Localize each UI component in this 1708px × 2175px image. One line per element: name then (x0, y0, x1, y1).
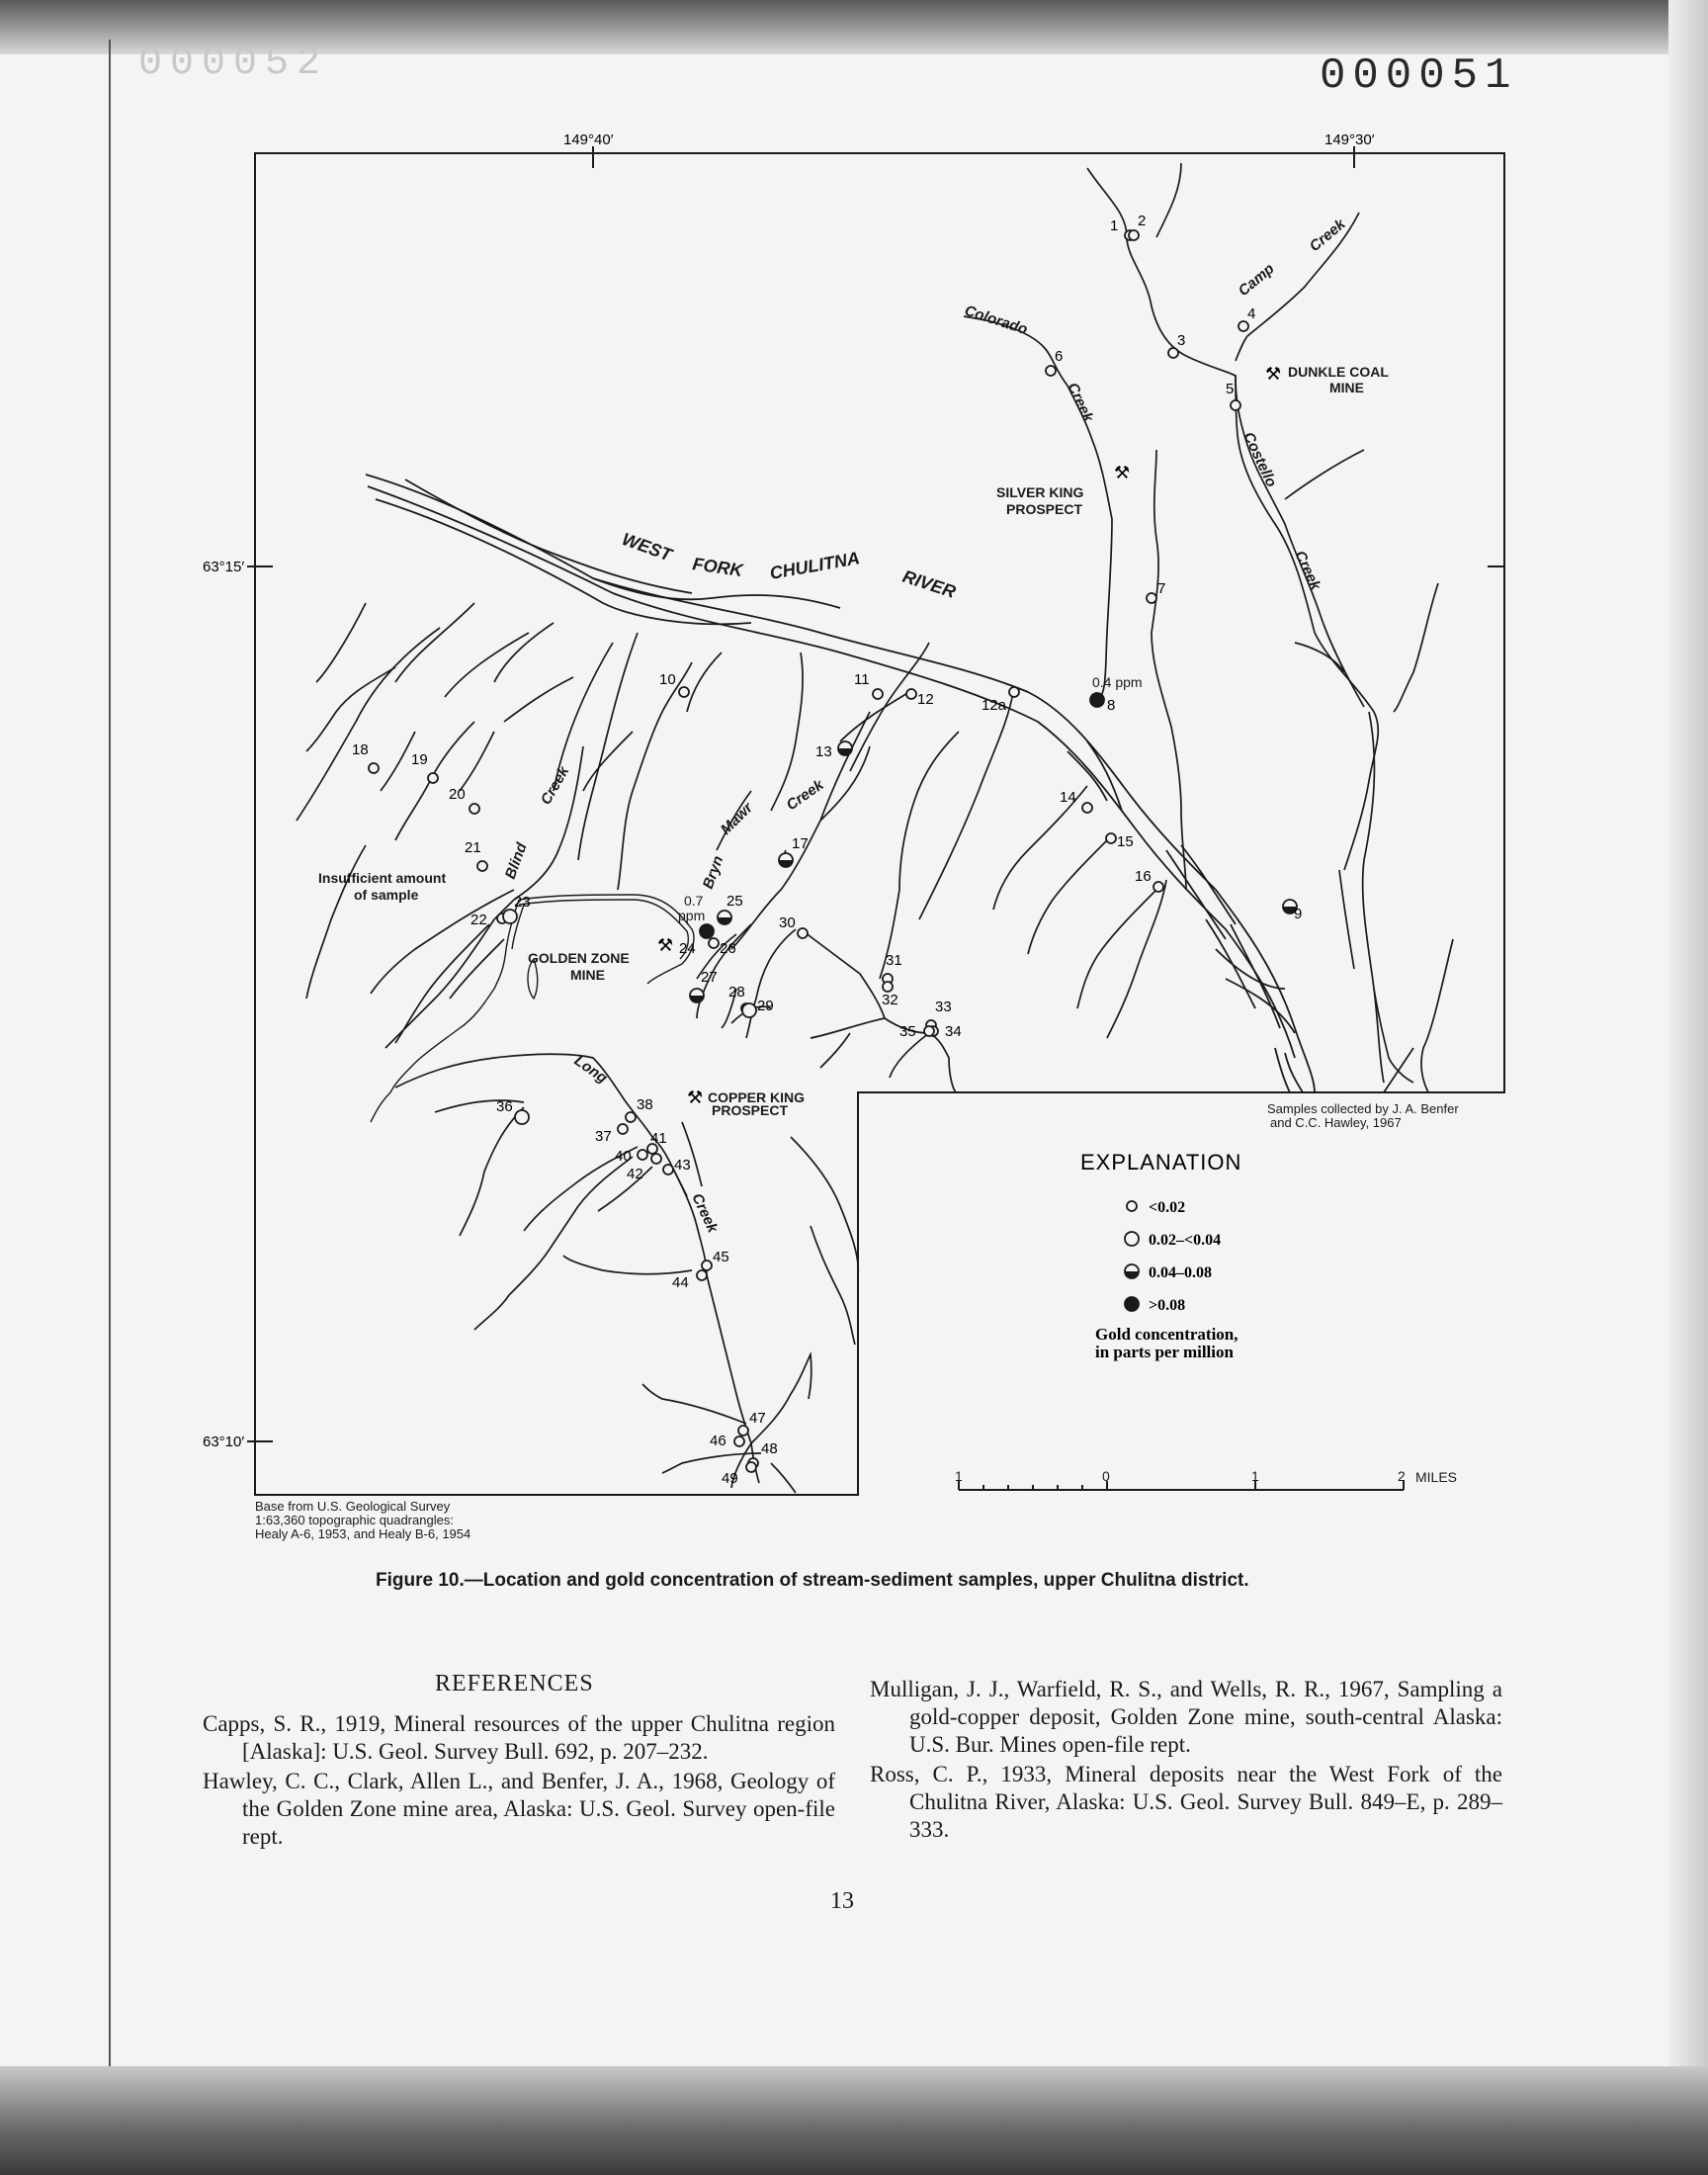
sample-id-label: 40 (615, 1148, 632, 1165)
scale-bar (959, 1481, 1404, 1490)
sample-marker (779, 853, 793, 867)
sample-id-label: 26 (720, 940, 736, 957)
reference-entry: Capps, S. R., 1919, Mineral resources of the upper Chulitna region [Alaska]: U.S. Geol. Survey Bull. 692, p. 207–232. (203, 1711, 835, 1764)
sample-marker (1106, 833, 1116, 843)
label-river-chulitna: CHULITNA (768, 548, 862, 583)
legend-symbol (1127, 1201, 1137, 1211)
sample-id-label: 29 (757, 998, 774, 1014)
label-blind-creek: Creek (537, 763, 573, 808)
label-river-fork: FORK (691, 554, 744, 581)
legend-label: 0.02–<0.04 (1149, 1232, 1222, 1249)
sample-marker (470, 804, 479, 814)
label-costello: Costello (1239, 429, 1280, 490)
label-copper-king-2: PROSPECT (712, 1102, 789, 1118)
sample-id-label: 2 (1138, 213, 1147, 229)
sample-marker (690, 989, 704, 1002)
sample-id-label: 23 (514, 894, 531, 911)
sample-marker (838, 741, 852, 755)
scale-unit: MILES (1415, 1469, 1458, 1485)
label-mawr: Mawr (717, 799, 756, 838)
figure-caption: Figure 10.—Location and gold concentration of stream-sediment samples, upper Chulitna district. (376, 1570, 1249, 1591)
coordinate-ticks (247, 146, 1504, 1441)
scale-tick-label: 2 (1398, 1468, 1406, 1484)
sample-id-label: 32 (882, 992, 898, 1008)
sample-marker (1238, 321, 1248, 331)
label-camp: Camp (1235, 260, 1278, 301)
label-golden-zone-1: GOLDEN ZONE (528, 950, 630, 966)
legend-note-2: in parts per million (1095, 1343, 1234, 1361)
sample-marker (515, 1110, 529, 1124)
sample-marker (638, 1150, 647, 1160)
references-heading: REFERENCES (435, 1671, 594, 1696)
label-dunkle-coal-mine-1: DUNKLE COAL (1288, 364, 1389, 380)
sample-id-label: 35 (899, 1023, 916, 1040)
sample-marker (718, 911, 731, 924)
scale-tick-label: 1 (955, 1468, 963, 1484)
sample-marker (663, 1165, 673, 1174)
lon-label-left: 149°40′ (563, 131, 614, 148)
sample-marker (1090, 693, 1104, 707)
reference-entry: Mulligan, J. J., Warfield, R. S., and Wells, R. R., 1967, Sampling a gold-copper deposit, Golden Zone mine, south-central Alaska: U.S. Bur. Mines open-file rept. (870, 1677, 1502, 1757)
legend-title: EXPLANATION (1080, 1150, 1242, 1174)
sample-id-label: 47 (749, 1410, 766, 1427)
annotation-ppm-sample-24-value: 0.7 (684, 893, 704, 909)
annotation-insufficient-1: Insufficient amount (318, 870, 447, 886)
label-dunkle-coal-mine-2: MINE (1329, 380, 1364, 395)
sample-marker (1153, 882, 1163, 892)
legend-label: <0.02 (1149, 1199, 1186, 1216)
map-border (255, 153, 1504, 1495)
sample-id-label: 38 (637, 1096, 653, 1113)
sample-id-label: 6 (1055, 348, 1064, 365)
sample-id-label: 7 (1157, 580, 1166, 597)
label-silver-king-1: SILVER KING (996, 484, 1084, 500)
pick-hammer-icon: ⚒ (1265, 364, 1282, 384)
sample-id-label: 28 (728, 984, 745, 1000)
label-long-creek: Creek (688, 1190, 722, 1236)
sample-marker (428, 773, 438, 783)
sample-id-label: 45 (713, 1249, 729, 1265)
sample-marker (477, 861, 487, 871)
sample-marker (697, 1270, 707, 1280)
sample-id-label: 43 (674, 1157, 691, 1174)
legend-symbol (1125, 1297, 1139, 1311)
scan-edge-bottom (0, 2066, 1708, 2175)
annotation-base-2: 1:63,360 topographic quadrangles: (255, 1513, 454, 1527)
sample-id-label: 27 (701, 969, 718, 986)
sample-marker (746, 1462, 756, 1472)
sample-marker (924, 1026, 934, 1036)
scale-tick-label: 1 (1251, 1468, 1259, 1484)
sample-marker (1147, 593, 1156, 603)
sample-id-label: 46 (710, 1433, 726, 1449)
sample-id-label: 12a (982, 697, 1007, 714)
sample-id-label: 5 (1226, 381, 1235, 397)
sample-marker (1231, 400, 1240, 410)
label-river-west: WEST (619, 528, 675, 566)
pick-hammer-icon: ⚒ (1114, 463, 1131, 482)
sample-markers (352, 213, 1302, 1487)
page-stamp-number: 000051 (1320, 51, 1518, 101)
sample-id-label: 42 (627, 1166, 643, 1182)
label-colorado-creek: Creek (1064, 380, 1097, 425)
sample-marker (618, 1124, 628, 1134)
sample-id-label: 31 (886, 952, 902, 969)
label-bryn: Bryn (699, 853, 727, 892)
legend-symbol (1125, 1232, 1139, 1246)
sample-marker (1168, 348, 1178, 358)
sample-marker (651, 1154, 661, 1164)
sample-id-label: 17 (792, 835, 809, 852)
sample-id-label: 8 (1107, 697, 1116, 714)
sample-marker (709, 938, 719, 948)
reference-entry: Ross, C. P., 1933, Mineral deposits near the West Fork of the Chulitna River, Alaska: U.S. Geol. Survey Bull. 849–E, p. 289–333. (870, 1762, 1502, 1842)
annotation-base-3: Healy A-6, 1953, and Healy B-6, 1954 (255, 1526, 471, 1541)
tributary-streams (297, 163, 1453, 1493)
label-silver-king-2: PROSPECT (1006, 501, 1083, 517)
sample-marker (1082, 803, 1092, 813)
sample-id-label: 24 (679, 940, 696, 957)
mine-markers (657, 364, 1281, 1107)
sample-id-label: 19 (411, 751, 428, 768)
annotation-collected-2: and C.C. Hawley, 1967 (1270, 1115, 1402, 1130)
sample-marker (798, 928, 808, 938)
sample-id-label: 21 (465, 839, 481, 856)
scale-tick-label: 0 (1102, 1468, 1110, 1484)
sample-id-label: 11 (854, 671, 870, 688)
legend-label: >0.08 (1149, 1297, 1186, 1314)
lat-label-bottom: 63°10′ (203, 1434, 245, 1450)
sample-id-label: 16 (1135, 868, 1152, 885)
sample-id-label: 41 (650, 1130, 667, 1147)
legend-label: 0.04–0.08 (1149, 1264, 1212, 1281)
annotation-base-1: Base from U.S. Geological Survey (255, 1499, 451, 1514)
sample-marker (702, 1261, 712, 1270)
sample-marker (883, 982, 893, 992)
sample-id-label: 30 (779, 914, 796, 931)
sample-marker (700, 924, 714, 938)
sample-id-label: 49 (722, 1470, 738, 1487)
sample-id-label: 14 (1060, 789, 1076, 806)
reference-entry: Hawley, C. C., Clark, Allen L., and Benfer, J. A., 1968, Geology of the Golden Zone mine area, Alaska: U.S. Geol. Survey open-file rept. (203, 1769, 835, 1849)
annotation-collected-1: Samples collected by J. A. Benfer (1267, 1101, 1459, 1116)
label-golden-zone-2: MINE (570, 967, 605, 983)
label-costello-creek: Creek (1291, 548, 1324, 593)
annotation-insufficient-2: of sample (354, 887, 419, 903)
lon-label-right: 149°30′ (1324, 131, 1375, 148)
sample-id-label: 9 (1294, 906, 1303, 922)
sample-id-label: 20 (449, 786, 466, 803)
label-colorado: Colorado (962, 302, 1030, 339)
sample-id-label: 44 (672, 1274, 689, 1291)
label-river-river: RIVER (899, 566, 959, 602)
sample-id-label: 4 (1247, 305, 1256, 322)
annotation-ppm-sample-24-unit: ppm (678, 908, 706, 923)
label-copper-king-1: COPPER KING (708, 1089, 806, 1105)
sample-id-label: 1 (1110, 218, 1119, 234)
sample-id-label: 37 (595, 1128, 612, 1145)
sample-marker (503, 910, 517, 923)
sample-marker (873, 689, 883, 699)
legend-symbol (1125, 1264, 1139, 1278)
label-bryn-creek: Creek (783, 776, 827, 815)
sample-id-label: 3 (1177, 332, 1186, 349)
sample-id-label: 12 (917, 691, 934, 708)
lat-label-top: 63°15′ (203, 559, 245, 575)
sample-marker (679, 687, 689, 697)
sample-marker (734, 1436, 744, 1446)
sample-id-label: 34 (945, 1023, 962, 1040)
sample-id-label: 33 (935, 999, 952, 1015)
sample-marker (626, 1112, 636, 1122)
sample-marker (1009, 687, 1019, 697)
sample-id-label: 48 (761, 1440, 778, 1457)
label-long: Long (570, 1052, 611, 1088)
page-number: 13 (830, 1888, 854, 1914)
sample-id-label: 13 (815, 743, 832, 760)
sample-marker (738, 1426, 748, 1436)
sample-id-label: 25 (726, 893, 743, 910)
sample-marker (369, 763, 379, 773)
sample-marker (906, 689, 916, 699)
bleed-through-stamp: 000052 (138, 42, 329, 86)
annotation-ppm-sample-8: 0.4 ppm (1092, 674, 1143, 690)
pick-hammer-icon: ⚒ (687, 1088, 704, 1107)
sample-marker (1046, 366, 1056, 376)
sample-marker (742, 1003, 756, 1017)
sample-id-label: 36 (496, 1098, 513, 1115)
label-camp-creek: Creek (1306, 216, 1349, 256)
sample-id-label: 15 (1117, 833, 1134, 850)
references-left-column (203, 1710, 835, 1853)
sample-id-label: 22 (470, 912, 487, 928)
label-blind: Blind (501, 840, 531, 882)
sample-id-label: 10 (659, 671, 676, 688)
pick-hammer-icon: ⚒ (657, 935, 674, 955)
sample-marker (1129, 230, 1139, 240)
explanation-legend (1080, 1150, 1241, 1361)
sample-id-label: 18 (352, 741, 369, 758)
references-right-column (870, 1676, 1502, 1846)
legend-note-1: Gold concentration, (1095, 1325, 1238, 1344)
